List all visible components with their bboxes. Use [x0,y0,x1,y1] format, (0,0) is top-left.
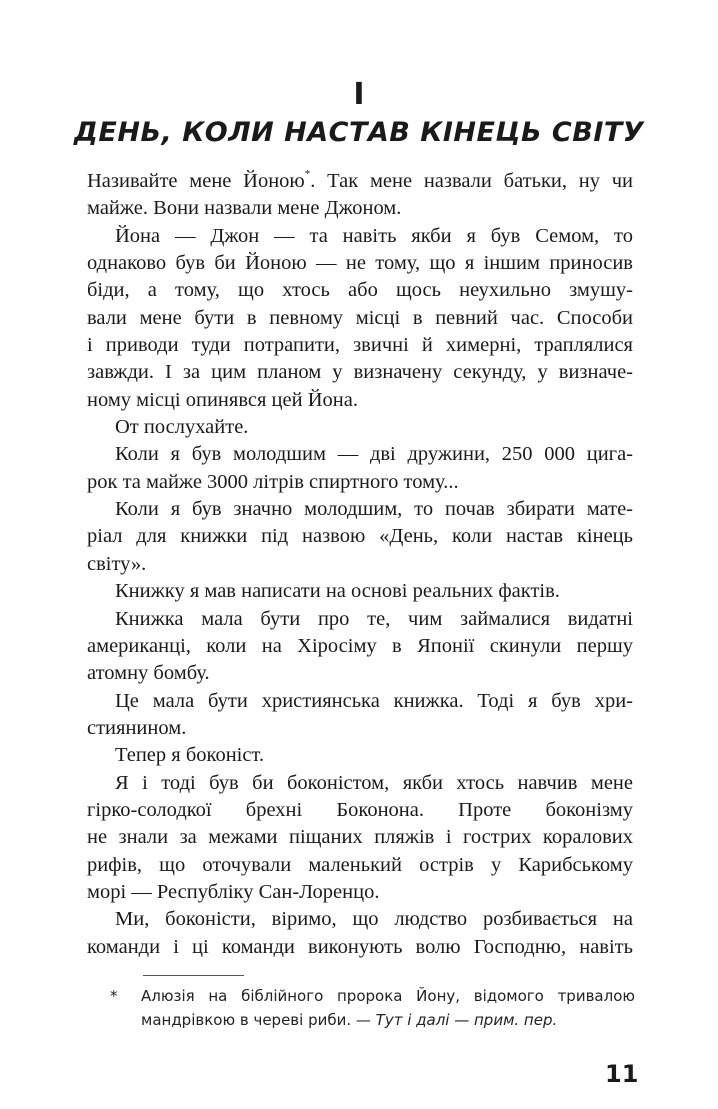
text-line [87,633,633,660]
text-line [87,195,633,222]
footnote-line: Алюзія на біблійного пророка Йону, відомого тривалою [141,987,635,1005]
text-line-content: майже. Вони назвали мене Джоном. [87,197,402,220]
footnote-marker: * [110,987,118,1005]
body-text [87,168,633,961]
text-line-content: і приводи туди потрапити, звичні й химерні, траплялися [87,334,633,357]
footnote-reference: * [304,168,311,181]
text-line-content: От послухайте. [115,416,249,439]
text-line-content: гірко-солодкої брехні Боконона. Проте боконізму [87,798,633,821]
text-line-content: . Так мене назвали батьки, ну чи [310,170,633,192]
text-line [87,168,633,195]
text-line-content: Ми, боконісти, віримо, що людство розбивається на [115,908,633,931]
text-line-content: ріал для книжки під назвою «День, коли настав кінець [87,525,633,548]
text-line-content: Тепер я боконіст. [115,744,264,767]
text-line-content: атомну бомбу. [87,662,210,685]
text-line [87,305,633,332]
text-line [87,934,633,961]
text-line-content: ному місці опинявся цей Йона. [87,388,358,411]
text-line-content: Книжка мала бути про те, чим займалися видатні [115,607,633,630]
text-line [87,879,633,906]
text-line-content: Коли я був молодшим — дві дружини, 250 000 цига- [115,443,633,466]
text-line [87,332,633,359]
text-line [87,414,633,441]
text-line-content: рок та майже 3000 літрів спиртного тому... [87,470,459,493]
text-line [87,797,633,824]
footnote-divider [143,975,244,976]
text-line [87,387,633,414]
text-line-content: рифів, що оточували маленький острів у Карибському [87,853,633,876]
footnote-text: мандрівкою в череві риби. — [141,1011,376,1029]
text-line-content: світу». [87,552,147,575]
text-line-content: Називайте мене Йоною [87,170,305,192]
text-line-content: американці, коли на Хіросіму в Японії скинули першу [87,634,633,657]
text-line [87,250,633,277]
text-line-content: не знали за межами піщаних пляжів і гострих коралових [87,826,633,849]
text-line-content: команди і ці команди виконують волю Господню, навіть [87,935,633,958]
text-line-content: морі — Республіку Сан-Лоренцо. [87,880,380,903]
text-line-content: однаково був би Йоною — не тому, що я іншим приносив [87,252,633,275]
text-line [87,359,633,386]
text-line [87,852,633,879]
text-line [87,523,633,550]
text-line [87,441,633,468]
text-line-content: Це мала бути християнська книжка. Тоді я був хри- [115,689,633,712]
text-line [87,578,633,605]
text-line-content: вали мене бути в певному місці в певний час. Способи [87,306,633,329]
text-line [87,469,633,496]
text-line [87,551,633,578]
text-line [87,660,633,687]
chapter-title: ДЕНЬ, КОЛИ НАСТАВ КІНЕЦЬ СВІТУ [73,117,645,148]
footnote-italic-text: Тут і далі — прим. пер. [375,1011,558,1029]
chapter-number: I [353,77,365,112]
page-number: 11 [605,1060,639,1088]
text-line [87,277,633,304]
text-line [87,688,633,715]
text-line-content: завжди. І за цим планом у визначену секунду, у визначе- [87,361,633,384]
text-line [87,742,633,769]
text-line-content: Йона — Джон — та навіть якби я був Семом, то [115,224,633,247]
text-line [87,715,633,742]
text-line-content: стиянином. [87,716,187,739]
text-line [87,606,633,633]
text-line-content: біди, а тому, що хтось або щось неухильно змушу- [87,279,633,302]
text-line-content: Книжку я мав написати на основі реальних фактів. [115,580,560,603]
footnote-line [110,1008,635,1032]
text-line [87,496,633,523]
text-line [87,223,633,250]
text-line-content: Я і тоді був би боконістом, якби хтось навчив мене [115,771,633,794]
text-line-content: Коли я був значно молодшим, то почав збирати мате- [115,498,633,521]
text-line [87,770,633,797]
text-line [87,906,633,933]
text-line [87,824,633,851]
footnote [110,984,635,1032]
